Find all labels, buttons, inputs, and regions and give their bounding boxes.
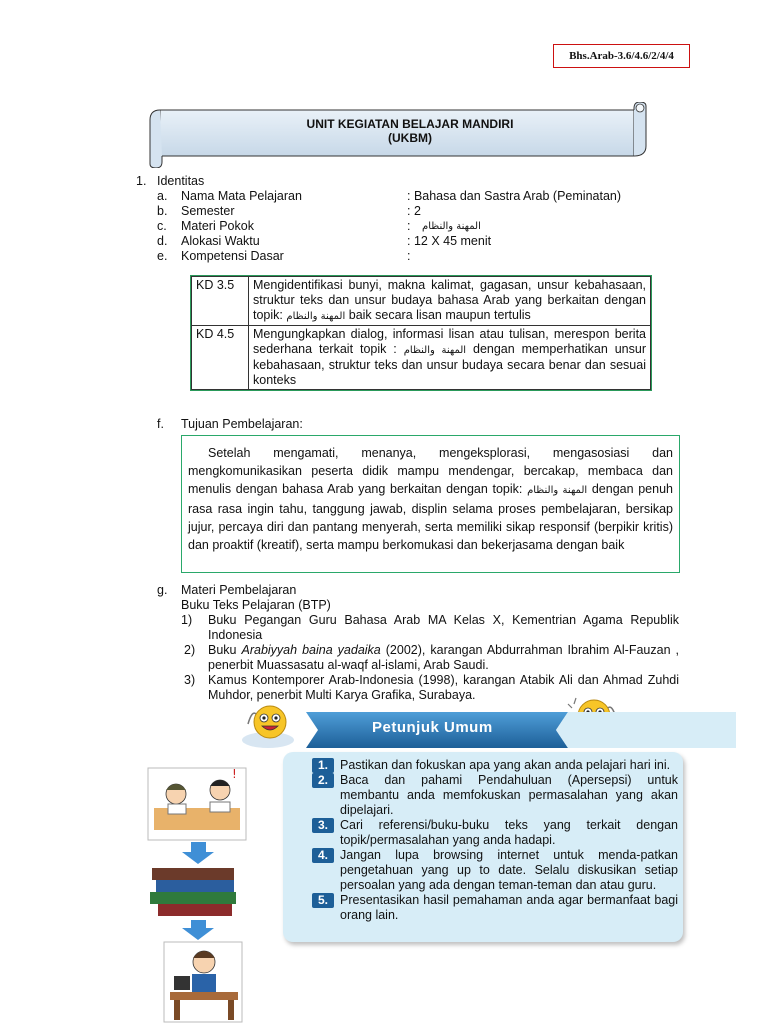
identitas-value-arabic: المهنة والنظام bbox=[422, 221, 481, 232]
materi-sub: Buku Teks Pelajaran (BTP) bbox=[181, 598, 331, 612]
list-item: 5. Presentasikan hasil pemahaman anda agar bermanfaat bagi orang lain. bbox=[312, 893, 678, 923]
kd-text: Mengungkapkan dialog, informasi lisan atau tulisan, merespon berita sederhana terkait topik : المهنة والنظام dengan memperhatikan unsur kebahasaan, struktur teks dan unsur budaya secara benar dan sesuai konteks bbox=[249, 326, 651, 390]
identitas-label: Nama Mata Pelajaran bbox=[181, 189, 302, 203]
identitas-label: Semester bbox=[181, 204, 235, 218]
list-item: 3) Kamus Kontemporer Arab-Indonesia (1998), karangan Atabik Ali dan Ahmad Zuhdi Muhdor, penerbit Multi Karya Grafika, Surabaya. bbox=[184, 673, 679, 702]
petunjuk-title: Petunjuk Umum bbox=[372, 719, 493, 736]
table-row bbox=[192, 277, 651, 326]
tujuan-heading: Tujuan Pembelajaran: bbox=[181, 417, 303, 431]
svg-text:!: ! bbox=[232, 767, 237, 781]
study-illustration bbox=[146, 762, 251, 1024]
smiley-icon bbox=[240, 696, 296, 752]
kd-table bbox=[190, 275, 652, 391]
identitas-value: : bbox=[407, 249, 411, 263]
kd-text: Mengidentifikasi bunyi, makna kalimat, gagasan, unsur kebahasaan, struktur teks dan unsur budaya bahasa Arab yang berkaitan dengan topik: المهنة والنظام baik secara lisan maupun tertulis bbox=[249, 277, 651, 326]
identitas-label: Materi Pokok bbox=[181, 219, 254, 233]
identitas-value: : 12 X 45 menit bbox=[407, 234, 492, 248]
identitas-heading-num: 1. bbox=[136, 174, 147, 188]
kd-code: KD 4.5 bbox=[192, 326, 249, 390]
list-item: 2. Baca dan pahami Pendahuluan (Apersepsi) untuk membantu anda memfokuskan permasalahan yang akan dipelajari. bbox=[312, 773, 678, 818]
materi-heading: Materi Pembelajaran bbox=[181, 583, 297, 597]
identitas-label: Kompetensi Dasar bbox=[181, 249, 284, 263]
kd-code: KD 3.5 bbox=[192, 277, 249, 326]
table-row bbox=[192, 326, 651, 390]
list-item: 3. Cari referensi/buku-buku teks yang terkait dengan topik/permasalahan yang anda hadapi. bbox=[312, 818, 678, 848]
list-item: 2) Buku Arabiyyah baina yadaika (2002), karangan Abdurrahman Ibrahim Al-Fauzan , penerbit Muassasatu al-waqf al-islami, Arab Saudi. bbox=[184, 643, 679, 672]
petunjuk-list bbox=[312, 758, 678, 923]
list-item: 1) Buku Pegangan Guru Bahasa Arab MA Kelas X, Kementrian Agama Republik Indonesia bbox=[181, 613, 679, 642]
page-title: UNIT KEGIATAN BELAJAR MANDIRI (UKBM) bbox=[306, 117, 514, 145]
petunjuk-ribbon bbox=[306, 708, 736, 752]
identitas-heading: Identitas bbox=[157, 174, 205, 188]
identitas-value: : 2 bbox=[407, 204, 421, 218]
identitas-value: : Bahasa dan Sastra Arab (Peminatan) bbox=[407, 189, 622, 203]
identitas-label: Alokasi Waktu bbox=[181, 234, 260, 248]
tujuan-box: Setelah mengamati, menanya, mengeksplorasi, mengasosiasi dan mengkomunikasikan peserta didik mampu mendengar, bercakap, membaca dan menulis dengan bahasa Arab yang berkaitan dengan topik: المهنة والنظام dengan penuh rasa rasa ingin tahu, tanggung jawab, displin selama proses pembelajaran, bersikap jujur, percaya diri dan pantang menyerah, serta memiliki sikap responsif (berpikir kritis) dan proaktif (kreatif), serta mampu berkomukasi dan bekerjasama dengan baik bbox=[181, 435, 680, 573]
list-item: 4. Jangan lupa browsing internet untuk menda-patkan pengetahuan yang up to date. Selalu diskusikan setiap persoalan yang ada dengan teman-teman dan atau guru. bbox=[312, 848, 678, 893]
list-item: 1. Pastikan dan fokuskan apa yang akan anda pelajari hari ini. bbox=[312, 758, 678, 773]
document-code: Bhs.Arab-3.6/4.6/2/4/4 bbox=[553, 44, 690, 68]
identitas-value: : bbox=[407, 219, 411, 233]
